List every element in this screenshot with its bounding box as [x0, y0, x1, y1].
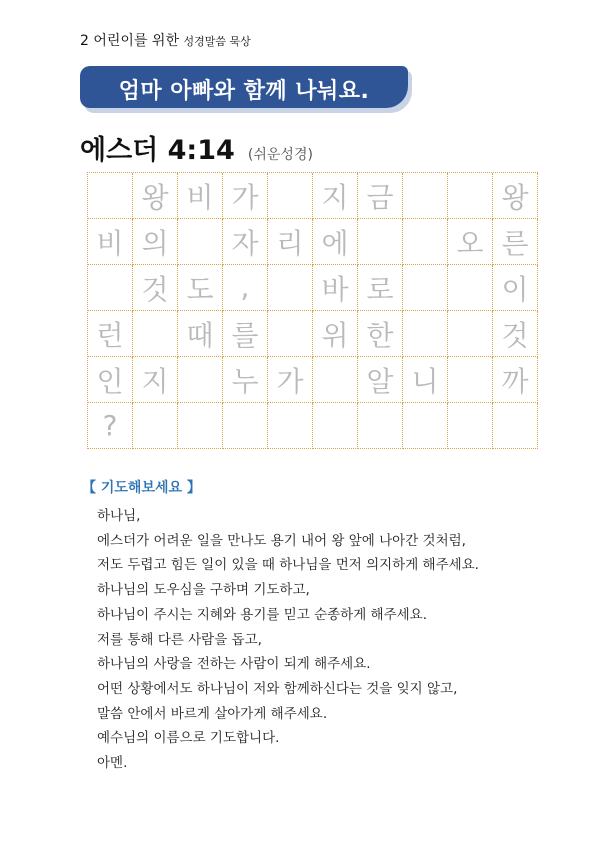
grid-cell [493, 403, 538, 449]
grid-cell: 것 [493, 311, 538, 357]
grid-cell: 로 [358, 265, 403, 311]
prayer-line: 저를 통해 다른 사람을 돕고, [97, 631, 262, 648]
grid-cell [88, 265, 133, 311]
grid-cell: 른 [493, 219, 538, 265]
grid-cell: 오 [448, 219, 493, 265]
grid-cell: 에 [313, 219, 358, 265]
prayer-line: 에스더가 어려운 일을 만나도 용기 내어 왕 앞에 나아간 것처럼, [97, 532, 466, 549]
grid-cell: 한 [358, 311, 403, 357]
grid-cell: 왕 [493, 173, 538, 219]
grid-cell [448, 265, 493, 311]
verse-reference [80, 128, 313, 167]
grid-cell: 리 [268, 219, 313, 265]
grid-cell [223, 403, 268, 449]
grid-cell: 금 [358, 173, 403, 219]
grid-cell: 바 [313, 265, 358, 311]
page-number: 2 [80, 33, 89, 49]
header-title: 어린이를 위한 [93, 33, 179, 49]
prayer-line: 하나님의 도우심을 구하며 기도하고, [97, 582, 310, 599]
grid-cell: 비 [88, 219, 133, 265]
grid-cell: 알 [358, 357, 403, 403]
grid-cell [88, 173, 133, 219]
grid-cell: 위 [313, 311, 358, 357]
grid-cell [313, 357, 358, 403]
grid-cell [358, 403, 403, 449]
grid-cell: 누 [223, 357, 268, 403]
grid-cell: , [223, 265, 268, 311]
header-subtitle: 성경말씀 묵상 [183, 35, 251, 48]
page-header [80, 30, 251, 50]
grid-cell: 지 [133, 357, 178, 403]
grid-cell [403, 311, 448, 357]
grid-cell [268, 265, 313, 311]
grid-cell [268, 403, 313, 449]
grid-cell: 의 [133, 219, 178, 265]
banner-title: 엄마 아빠와 함께 나눠요. [118, 79, 370, 104]
writing-grid [87, 172, 538, 449]
prayer-line: 말씀 안에서 바르게 살아가게 해주세요. [97, 705, 328, 722]
grid-cell [133, 311, 178, 357]
grid-cell: 런 [88, 311, 133, 357]
grid-cell [178, 357, 223, 403]
grid-cell [403, 403, 448, 449]
grid-cell: 왕 [133, 173, 178, 219]
prayer-line: 어떤 상황에서도 하나님이 저와 함께하신다는 것을 잊지 않고, [97, 680, 458, 697]
bible-version: (쉬운성경) [247, 147, 313, 163]
grid-cell [358, 219, 403, 265]
grid-cell: 도 [178, 265, 223, 311]
grid-cell [178, 219, 223, 265]
grid-cell: 이 [493, 265, 538, 311]
grid-cell: 인 [88, 357, 133, 403]
grid-cell [268, 173, 313, 219]
prayer-line: 하나님, [97, 508, 141, 524]
grid-cell [448, 311, 493, 357]
grid-cell: 를 [223, 311, 268, 357]
verse-reference-text: 에스더 4:14 [80, 135, 235, 166]
grid-cell [403, 219, 448, 265]
grid-cell: 때 [178, 311, 223, 357]
grid-cell [448, 403, 493, 449]
grid-cell [268, 311, 313, 357]
grid-cell: 것 [133, 265, 178, 311]
grid-cell [313, 403, 358, 449]
prayer-line: 아멘. [97, 755, 128, 772]
grid-cell [448, 173, 493, 219]
grid-cell: 자 [223, 219, 268, 265]
grid-cell: 비 [178, 173, 223, 219]
section-banner [80, 66, 408, 108]
prayer-line: 하나님의 사랑을 전하는 사람이 되게 해주세요. [97, 656, 371, 673]
grid-cell: 지 [313, 173, 358, 219]
grid-cell [403, 265, 448, 311]
grid-cell [448, 357, 493, 403]
prayer-text [97, 504, 567, 776]
prayer-line: 저도 두렵고 힘든 일이 있을 때 하나님을 먼저 의지하게 해주세요. [97, 557, 479, 574]
grid-cell [403, 173, 448, 219]
grid-cell [178, 403, 223, 449]
grid-cell: 가 [223, 173, 268, 219]
prayer-line: 하나님이 주시는 지혜와 용기를 믿고 순종하게 해주세요. [97, 606, 427, 623]
grid-cell: ? [88, 403, 133, 449]
prayer-title: 【 기도해보세요 】 [82, 480, 201, 496]
grid-cell: 가 [268, 357, 313, 403]
grid-cell: 까 [493, 357, 538, 403]
grid-cell [133, 403, 178, 449]
prayer-line: 예수님의 이름으로 기도합니다. [97, 730, 280, 747]
grid-cell: 니 [403, 357, 448, 403]
